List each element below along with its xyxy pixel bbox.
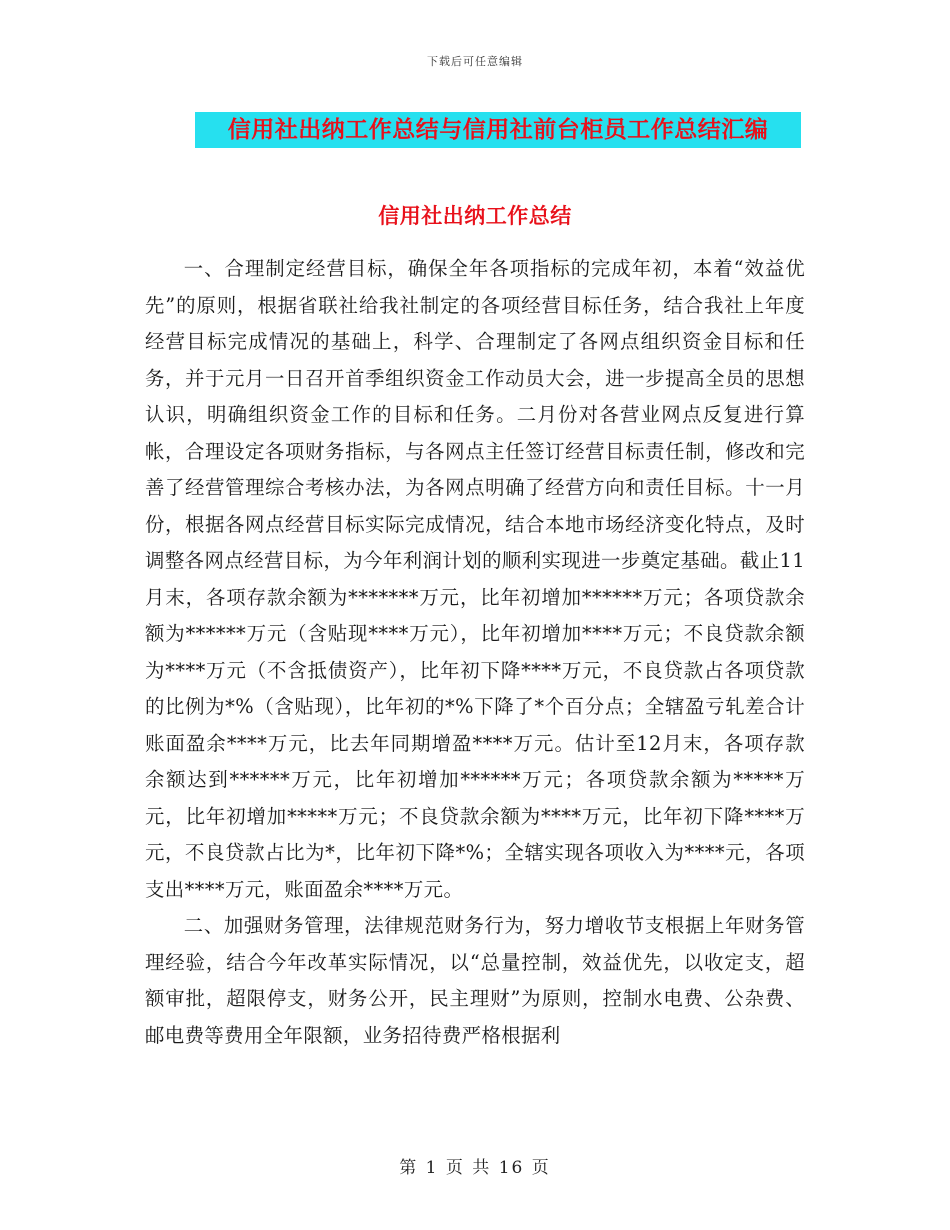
main-title: 信用社出纳工作总结与信用社前台柜员工作总结汇编 — [227, 116, 769, 143]
paragraph-2: 二、加强财务管理，法律规范财务行为，努力增收节支根据上年财务管理经验，结合今年改革实际情况，以“总量控制，效益优先，以收定支，超额审批，超限停支，财务公开，民主理财”为原则，控制水电费、公杂费、邮电费等费用全年限额，业务招待费严格根据利 — [145, 914, 805, 1047]
main-title-highlight — [195, 112, 801, 148]
document-body — [145, 251, 805, 1054]
page-header-note: 下载后可任意编辑 — [427, 55, 523, 68]
paragraph-1: 一、合理制定经营目标，确保全年各项指标的完成年初，本着“效益优先”的原则，根据省联社给我社制定的各项经营目标任务，结合我社上年度经营目标完成情况的基础上，科学、合理制定了各网点组织资金目标和任务，并于元月一日召开首季组织资金工作动员大会，进一步提高全员的思想认识，明确组织资金工作的目标和任务。二月份对各营业网点反复进行算帐，合理设定各项财务指标，与各网点主任签订经营目标责任制，修改和完善了经营管理综合考核办法，为各网点明确了经营方向和责任目标。十一月份，根据各网点经营目标实际完成情况，结合本地市场经济变化特点，及时调整各网点经营目标，为今年利润计划的顺利实现进一步奠定基础。截止11月末，各项存款余额为*******万元，比年初增加******万元；各项贷款余额为******万元（含贴现****万元），比年初增加****万元；不良贷款余额为****万元（不含抵债资产），比年初下降****万元，不良贷款占各项贷款的比例为*%（含贴现），比年初的*%下降了*个百分点；全辖盈亏轧差合计账面盈余****万元，比去年同期增盈****万元。估计至12月末，各项存款余额达到******万元，比年初增加******万元；各项贷款余额为*****万元，比年初增加*****万元；不良贷款余额为****万元，比年初下降****万元，不良贷款占比为*，比年初下降*%；全辖实现各项收入为****元，各项支出****万元，账面盈余****万元。 — [145, 257, 805, 901]
section-title: 信用社出纳工作总结 — [378, 203, 572, 228]
page-number-footer: 第 1 页 共 16 页 — [399, 1158, 551, 1178]
